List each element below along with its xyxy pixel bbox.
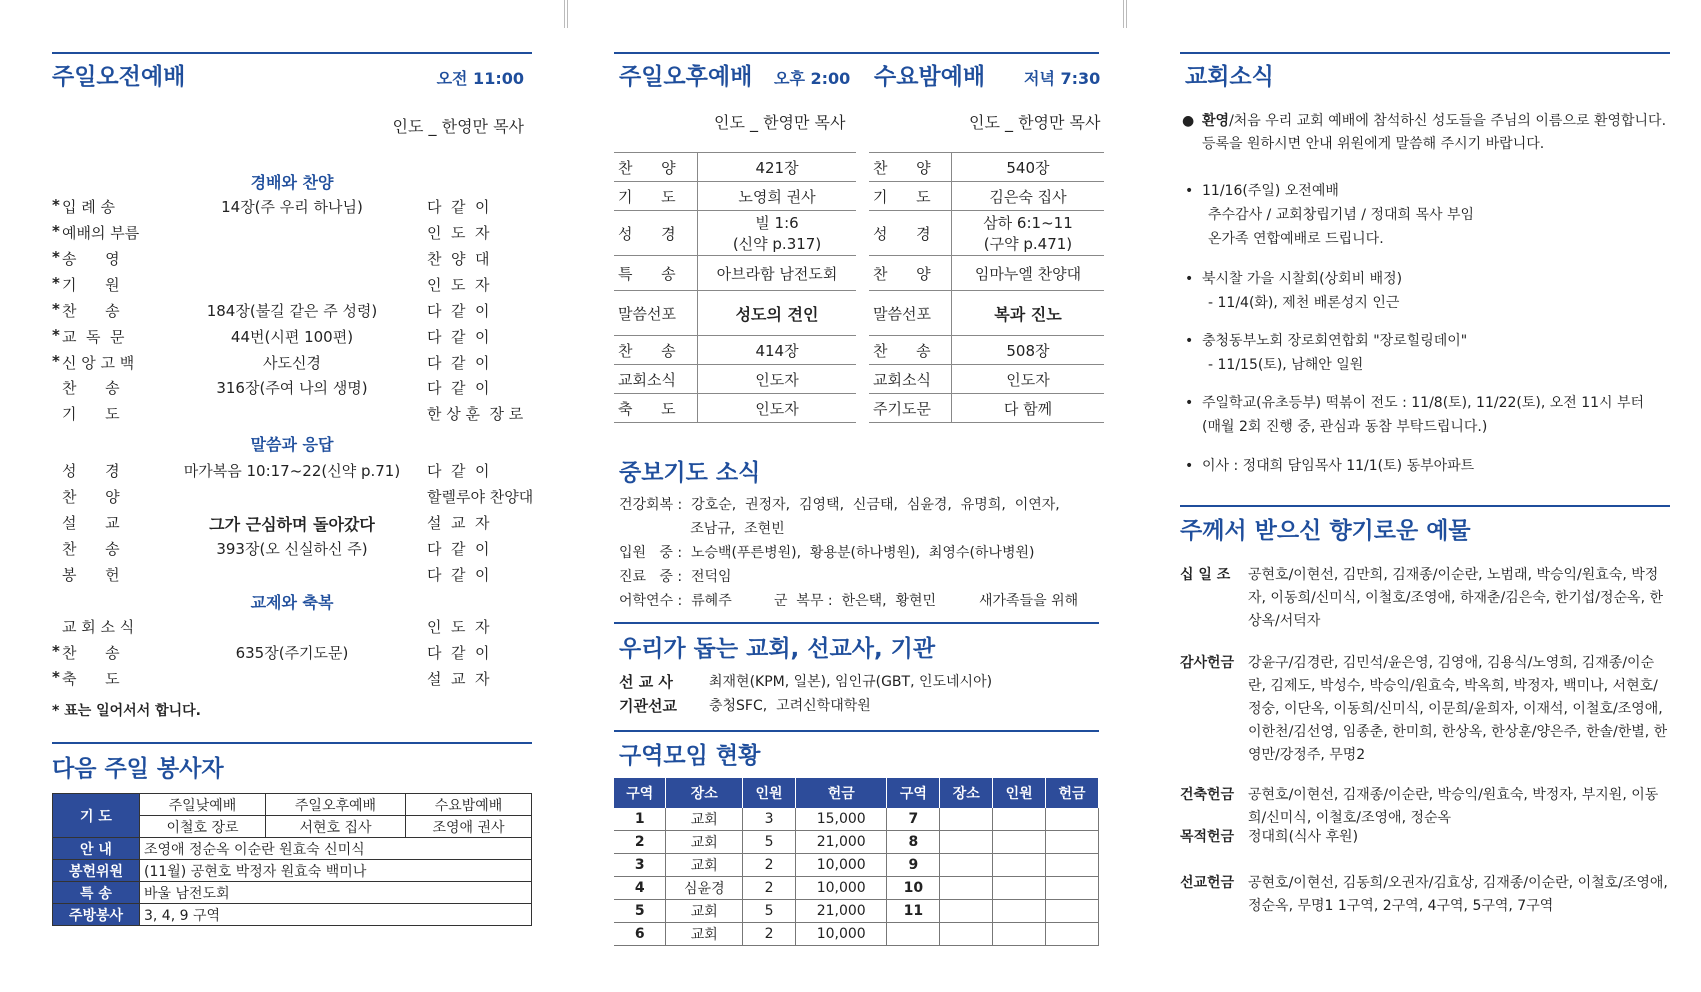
news-line: 이사 : 정대희 담임목사 11/1(토) 동부아파트 — [1202, 458, 1475, 474]
welcome-bold: 환영 — [1202, 113, 1230, 129]
col-head: 수요밤예배 — [406, 794, 532, 816]
fold-mark — [1123, 0, 1127, 28]
zone-cell: 1 — [614, 808, 666, 831]
service-item: 찬 송 — [614, 336, 698, 365]
order-row — [52, 512, 532, 538]
order-detail: 184장(불길 같은 주 성령) — [206, 302, 378, 320]
row-value: 조영애 정순옥 이순란 원효숙 신미식 — [140, 838, 532, 860]
support-value: 최재현(KPM, 일본), 임인규(GBT, 인도네시아) — [709, 674, 993, 690]
order-leader: 다 같 이 — [427, 379, 490, 397]
support-title: 우리가 돕는 교회, 선교사, 기관 — [619, 636, 936, 662]
service-row — [614, 182, 856, 211]
service-value: 임마누엘 찬양대 — [951, 256, 1104, 291]
news-line: - 11/4(화), 제천 배론성지 인근 — [1208, 295, 1400, 311]
zone-row — [614, 900, 1099, 923]
zone-col-head: 구역 — [887, 778, 940, 808]
order-name: 찬 송 — [62, 379, 120, 397]
service-row — [614, 336, 856, 365]
stand-mark: * — [52, 274, 60, 292]
service-item: 찬 송 — [869, 336, 951, 365]
afternoon-order-table — [614, 152, 856, 423]
offering-names: 공현호/이현선, 김동희/오권자/김효상, 김재종/이순란, 이철호/조영애, 정순옥, 무명1 1구역, 2구역, 4구역, 5구역, 7구역 — [1248, 875, 1668, 914]
stand-mark: * — [52, 642, 60, 660]
order-row — [52, 486, 532, 512]
zone-col-head: 구역 — [614, 778, 666, 808]
prayer-line: 진료 중 : 전덕임 — [619, 569, 732, 585]
order-leader: 설 교 자 — [427, 514, 490, 532]
verse: 빌 1:6 — [755, 214, 799, 232]
prayer-line: 조남규, 조현빈 — [619, 521, 785, 537]
service-value: 540장 — [951, 153, 1104, 182]
zone-cell: 15,000 — [796, 808, 887, 831]
order-row — [52, 538, 532, 564]
service-row — [614, 153, 856, 182]
col-head: 주일오후예배 — [265, 794, 405, 816]
service-row — [869, 182, 1104, 211]
support-label: 선 교 사 — [619, 673, 673, 691]
zone-col-head: 인원 — [993, 778, 1046, 808]
prayer-label: 기 도 — [53, 794, 140, 838]
service-item: 말씀선포 — [869, 291, 951, 336]
order-detail: 마가복음 10:17~22(신약 p.71) — [183, 462, 401, 480]
divider — [1180, 52, 1670, 54]
zone-col-head: 헌금 — [1046, 778, 1099, 808]
order-detail: 635장(주기도문) — [235, 644, 349, 662]
order-leader: 인 도 자 — [427, 276, 490, 294]
service-item: 말씀선포 — [614, 291, 698, 336]
order-row — [52, 196, 532, 222]
divider — [1180, 505, 1670, 507]
section-worship: 경배와 찬양 — [250, 173, 334, 192]
afternoon-title: 주일오후예배 — [619, 64, 753, 90]
bullet-dot: • — [1185, 458, 1194, 474]
service-row — [614, 256, 856, 291]
zone-row — [614, 923, 1099, 946]
order-name: 찬 송 — [62, 302, 120, 320]
support-label: 기관선교 — [619, 697, 677, 715]
prayer-line: 입원 중 : 노승백(푸른병원), 황용분(하나병원), 최영수(하나병원) — [619, 545, 1035, 561]
order-row — [52, 616, 532, 642]
zone-cell: 2 — [743, 877, 796, 900]
service-item: 찬 양 — [869, 153, 951, 182]
news-line: - 11/15(토), 남해안 일원 — [1208, 357, 1364, 373]
stand-mark: * — [52, 668, 60, 686]
order-leader: 인 도 자 — [427, 224, 490, 242]
zone-table — [614, 778, 1099, 946]
order-detail: 393장(오 신실하신 주) — [216, 540, 368, 558]
support-value: 충청SFC, 고려신학대학원 — [709, 698, 871, 714]
offering-names: 공현호/이현선, 김재종/이순란, 박승익/원효숙, 박정자, 부지원, 이동희/신미식, 이철호/조영애, 정순옥 — [1248, 787, 1659, 826]
news-title: 교회소식 — [1185, 64, 1274, 90]
service-value: 복과 진노 — [951, 291, 1104, 336]
order-name: 교 회 소 식 — [62, 618, 135, 636]
service-item: 교회소식 — [869, 365, 951, 394]
order-leader: 설 교 자 — [427, 670, 490, 688]
zone-cell: 10 — [887, 877, 940, 900]
row-value: 바울 남전도회 — [140, 882, 532, 904]
zone-cell — [993, 831, 1046, 854]
zone-cell: 3 — [614, 854, 666, 877]
service-value — [698, 211, 857, 256]
wednesday-leader: 인도 _ 한영만 목사 — [969, 113, 1101, 132]
order-detail: 그가 근심하며 돌아갔다 — [209, 515, 375, 534]
bullet-dot: ● — [1182, 113, 1195, 129]
news-line: (매월 2회 진행 중, 관심과 동참 부탁드립니다.) — [1202, 419, 1488, 435]
bullet-dot: • — [1185, 333, 1194, 349]
prayer-name: 서현호 집사 — [265, 816, 405, 838]
afternoon-time: 오후 2:00 — [774, 69, 851, 88]
order-name: 송 영 — [62, 250, 120, 268]
zone-col-head: 장소 — [666, 778, 743, 808]
order-name: 설 교 — [62, 514, 120, 532]
zone-cell: 11 — [887, 900, 940, 923]
service-item: 찬 양 — [869, 256, 951, 291]
zone-cell — [940, 854, 993, 877]
zone-cell — [1046, 900, 1099, 923]
order-name: 기 도 — [62, 405, 120, 423]
zone-cell — [940, 808, 993, 831]
service-value: 인도자 — [698, 394, 857, 423]
service-row — [869, 365, 1104, 394]
order-row — [52, 460, 532, 486]
order-leader: 한 상 훈 장 로 — [427, 405, 524, 423]
zone-col-head: 인원 — [743, 778, 796, 808]
stand-mark: * — [52, 196, 60, 214]
service-row — [869, 153, 1104, 182]
wednesday-order-table — [869, 152, 1104, 423]
service-row — [869, 256, 1104, 291]
order-row — [52, 377, 532, 403]
service-row — [869, 336, 1104, 365]
morning-time: 오전 11:00 — [436, 69, 524, 88]
service-value: 인도자 — [698, 365, 857, 394]
row-label: 주방봉사 — [53, 904, 140, 926]
offering-group — [1180, 872, 1670, 942]
service-row — [614, 211, 856, 256]
offering-group — [1180, 564, 1670, 634]
order-name: 봉 헌 — [62, 566, 120, 584]
zone-cell: 2 — [743, 923, 796, 946]
next-week-title: 다음 주일 봉사자 — [52, 756, 224, 782]
service-value: 노영희 권사 — [698, 182, 857, 211]
divider — [614, 622, 1099, 624]
order-name: 교 독 문 — [62, 328, 125, 346]
row-value: (11월) 공현호 박정자 원효숙 백미나 — [140, 860, 532, 882]
verse: 삼하 6:1~11 — [983, 214, 1073, 232]
order-name: 찬 송 — [62, 540, 120, 558]
welcome-text: /처음 우리 교회 예배에 참석하신 성도들을 주님의 이름으로 환영합니다. — [1229, 113, 1667, 129]
service-value: 414장 — [698, 336, 857, 365]
stand-mark: * — [52, 222, 60, 240]
zone-cell: 교회 — [666, 900, 743, 923]
order-row — [52, 222, 532, 248]
offering-names: 정대희(식사 후원) — [1248, 829, 1359, 845]
stand-mark: * — [52, 326, 60, 344]
order-leader: 다 같 이 — [427, 302, 490, 320]
service-item: 주기도문 — [869, 394, 951, 423]
service-value: 김은숙 집사 — [951, 182, 1104, 211]
prayer-line: 군 복무 : 한은택, 황현민 — [774, 593, 937, 609]
service-value: 다 함께 — [951, 394, 1104, 423]
zone-cell: 5 — [614, 900, 666, 923]
zone-cell: 2 — [614, 831, 666, 854]
prayer-name: 조영애 권사 — [406, 816, 532, 838]
news-line: 등록을 원하시면 안내 위원에게 말씀해 주시기 바랍니다. — [1202, 136, 1545, 152]
service-value — [951, 211, 1104, 256]
order-leader: 다 같 이 — [427, 354, 490, 372]
divider — [614, 52, 1099, 54]
zone-row — [614, 831, 1099, 854]
zone-cell: 교회 — [666, 808, 743, 831]
wednesday-title: 수요밤예배 — [874, 64, 986, 90]
news-item-welcome — [1202, 110, 1666, 133]
zone-cell — [940, 923, 993, 946]
news-line: 북시찰 가을 시찰회(상회비 배정) — [1202, 271, 1403, 287]
prayer-news-title: 중보기도 소식 — [619, 460, 761, 486]
volunteer-table — [52, 793, 532, 926]
zone-cell — [993, 854, 1046, 877]
row-label: 특 송 — [53, 882, 140, 904]
prayer-line: 새가족들을 위해 — [979, 593, 1079, 609]
row-value: 3, 4, 9 구역 — [140, 904, 532, 926]
order-leader: 다 같 이 — [427, 328, 490, 346]
divider — [52, 742, 532, 744]
zone-cell: 교회 — [666, 854, 743, 877]
order-detail: 316장(주여 나의 생명) — [216, 379, 368, 397]
zone-cell: 교회 — [666, 923, 743, 946]
offering-label: 목적헌금 — [1180, 829, 1235, 845]
service-item: 성 경 — [869, 211, 951, 256]
service-item: 축 도 — [614, 394, 698, 423]
order-leader: 다 같 이 — [427, 540, 490, 558]
zone-cell: 10,000 — [796, 923, 887, 946]
afternoon-leader: 인도 _ 한영만 목사 — [714, 113, 846, 132]
prayer-name: 이철호 장로 — [140, 816, 266, 838]
service-value: 인도자 — [951, 365, 1104, 394]
offering-label: 십 일 조 — [1180, 567, 1231, 583]
order-detail: 사도신경 — [263, 354, 321, 372]
service-row — [869, 211, 1104, 256]
zone-cell — [1046, 854, 1099, 877]
zone-cell — [1046, 923, 1099, 946]
order-row — [52, 564, 532, 590]
section-fellowship: 교제와 축복 — [250, 593, 334, 612]
zone-col-head: 장소 — [940, 778, 993, 808]
order-row — [52, 668, 532, 694]
zone-cell — [993, 877, 1046, 900]
news-column — [1180, 0, 1670, 992]
order-row — [52, 326, 532, 352]
divider — [52, 52, 532, 54]
zone-cell — [993, 900, 1046, 923]
morning-title: 주일오전예배 — [52, 64, 186, 90]
zone-cell: 3 — [743, 808, 796, 831]
bullet-dot: • — [1185, 395, 1194, 411]
order-name: 성 경 — [62, 462, 120, 480]
order-row — [52, 300, 532, 326]
order-row — [52, 642, 532, 668]
news-line: 충청동부노회 장로회연합회 "장로힐링데이" — [1202, 333, 1468, 349]
zone-cell: 7 — [887, 808, 940, 831]
offering-label: 선교헌금 — [1180, 875, 1235, 891]
bullet-dot: • — [1185, 271, 1194, 287]
service-item: 교회소식 — [614, 365, 698, 394]
order-leader: 다 같 이 — [427, 566, 490, 584]
service-item: 성 경 — [614, 211, 698, 256]
offering-names: 강윤구/김경란, 김민석/윤은영, 김영애, 김용식/노영희, 김재종/이순란, 김제도, 박성수, 박승익/원효숙, 박옥희, 박정자, 백미나, 서현호/정숭, 이단옥, 이동희/신미식, 이문희/윤희자, 이재석, 이철호/조영애, 이한천/김선영, 임종춘, 한미희, 한상옥, 한상훈/양은주, 한솔/한별, 한영만/강정주, 무명2 — [1248, 655, 1668, 763]
order-leader: 찬 양 대 — [427, 250, 490, 268]
service-row — [614, 394, 856, 423]
stand-mark: * — [52, 248, 60, 266]
zone-cell: 5 — [743, 831, 796, 854]
order-name: 신 앙 고 백 — [62, 354, 135, 372]
standing-note: * 표는 일어서서 합니다. — [52, 703, 201, 719]
order-detail: 14장(주 우리 하나님) — [221, 198, 363, 216]
service-value: 508장 — [951, 336, 1104, 365]
zone-cell: 21,000 — [796, 831, 887, 854]
offering-label: 건축헌금 — [1180, 787, 1235, 803]
zone-cell — [993, 808, 1046, 831]
order-name: 예배의 부름 — [62, 224, 140, 242]
zones-title: 구역모임 현황 — [619, 743, 761, 769]
news-line: 11/16(주일) 오전예배 — [1202, 183, 1339, 199]
order-name: 축 도 — [62, 670, 120, 688]
col-head: 주일낮예배 — [140, 794, 266, 816]
offering-label: 감사헌금 — [1180, 655, 1235, 671]
zone-cell: 5 — [743, 900, 796, 923]
afternoon-column — [614, 0, 1104, 992]
zone-row — [614, 877, 1099, 900]
row-label: 봉헌위원 — [53, 860, 140, 882]
zone-cell — [940, 900, 993, 923]
service-row — [614, 291, 856, 336]
zone-cell — [887, 923, 940, 946]
zone-cell — [993, 923, 1046, 946]
zone-cell: 8 — [887, 831, 940, 854]
zone-cell: 6 — [614, 923, 666, 946]
zone-cell: 심윤경 — [666, 877, 743, 900]
zone-cell — [940, 877, 993, 900]
zone-cell: 4 — [614, 877, 666, 900]
prayer-line: 어학연수 : 류혜주 — [619, 593, 732, 609]
offerings-title: 주께서 받으신 향기로운 예물 — [1180, 518, 1471, 544]
zone-cell: 9 — [887, 854, 940, 877]
order-name: 기 원 — [62, 276, 120, 294]
zone-cell: 21,000 — [796, 900, 887, 923]
zone-cell — [1046, 831, 1099, 854]
order-leader: 인 도 자 — [427, 618, 490, 636]
zone-row — [614, 808, 1099, 831]
zone-cell: 10,000 — [796, 854, 887, 877]
order-leader: 할렐루야 찬양대 — [427, 488, 534, 506]
row-label: 안 내 — [53, 838, 140, 860]
order-detail: 44번(시편 100편) — [230, 328, 354, 346]
order-row — [52, 403, 532, 429]
divider — [614, 730, 1099, 732]
verse-page: (구약 p.471) — [983, 235, 1073, 253]
zone-cell: 2 — [743, 854, 796, 877]
service-item: 특 송 — [614, 256, 698, 291]
bullet-dot: • — [1185, 183, 1194, 199]
zone-cell: 10,000 — [796, 877, 887, 900]
order-name: 찬 양 — [62, 488, 120, 506]
news-line: 온가족 연합예배로 드립니다. — [1208, 231, 1384, 247]
zone-cell — [1046, 877, 1099, 900]
zone-cell — [940, 831, 993, 854]
stand-mark: * — [52, 352, 60, 370]
offering-group — [1180, 652, 1670, 772]
zone-row — [614, 854, 1099, 877]
order-leader: 다 같 이 — [427, 644, 490, 662]
order-name: 찬 송 — [62, 644, 120, 662]
section-word: 말씀과 응답 — [250, 435, 334, 454]
offering-group — [1180, 784, 1670, 830]
morning-service-column — [52, 0, 532, 992]
service-row — [614, 365, 856, 394]
news-line: 주일학교(유초등부) 떡볶이 전도 : 11/8(토), 11/22(토), 오전 11시 부터 — [1202, 395, 1645, 411]
service-value: 성도의 견인 — [698, 291, 857, 336]
wednesday-time: 저녁 7:30 — [1024, 69, 1101, 88]
zone-cell: 교회 — [666, 831, 743, 854]
offering-group — [1180, 826, 1670, 856]
order-leader: 다 같 이 — [427, 462, 490, 480]
order-name: 입 례 송 — [62, 198, 116, 216]
order-row — [52, 274, 532, 300]
order-row — [52, 352, 532, 378]
prayer-line: 건강회복 : 강호순, 권정자, 김영택, 신금태, 심윤경, 유명희, 이연자, — [619, 497, 1060, 513]
zone-cell — [1046, 808, 1099, 831]
zone-col-head: 헌금 — [796, 778, 887, 808]
service-item: 기 도 — [614, 182, 698, 211]
order-row — [52, 248, 532, 274]
stand-mark: * — [52, 300, 60, 318]
service-row — [869, 291, 1104, 336]
service-item: 찬 양 — [614, 153, 698, 182]
service-value: 아브라함 남전도회 — [698, 256, 857, 291]
service-row — [869, 394, 1104, 423]
service-item: 기 도 — [869, 182, 951, 211]
verse-page: (신약 p.317) — [732, 235, 822, 253]
order-leader: 다 같 이 — [427, 198, 490, 216]
offering-names: 공현호/이현선, 김만희, 김재종/이순란, 노범래, 박승익/원효숙, 박정자, 이동희/신미식, 이철호/조영애, 하재춘/김은숙, 한기섭/정순옥, 한상옥/서덕자 — [1248, 567, 1663, 629]
service-value: 421장 — [698, 153, 857, 182]
fold-mark — [564, 0, 568, 28]
news-line: 추수감사 / 교회창립기념 / 정대희 목사 부임 — [1208, 207, 1475, 223]
morning-leader: 인도 _ 한영만 목사 — [392, 117, 524, 136]
